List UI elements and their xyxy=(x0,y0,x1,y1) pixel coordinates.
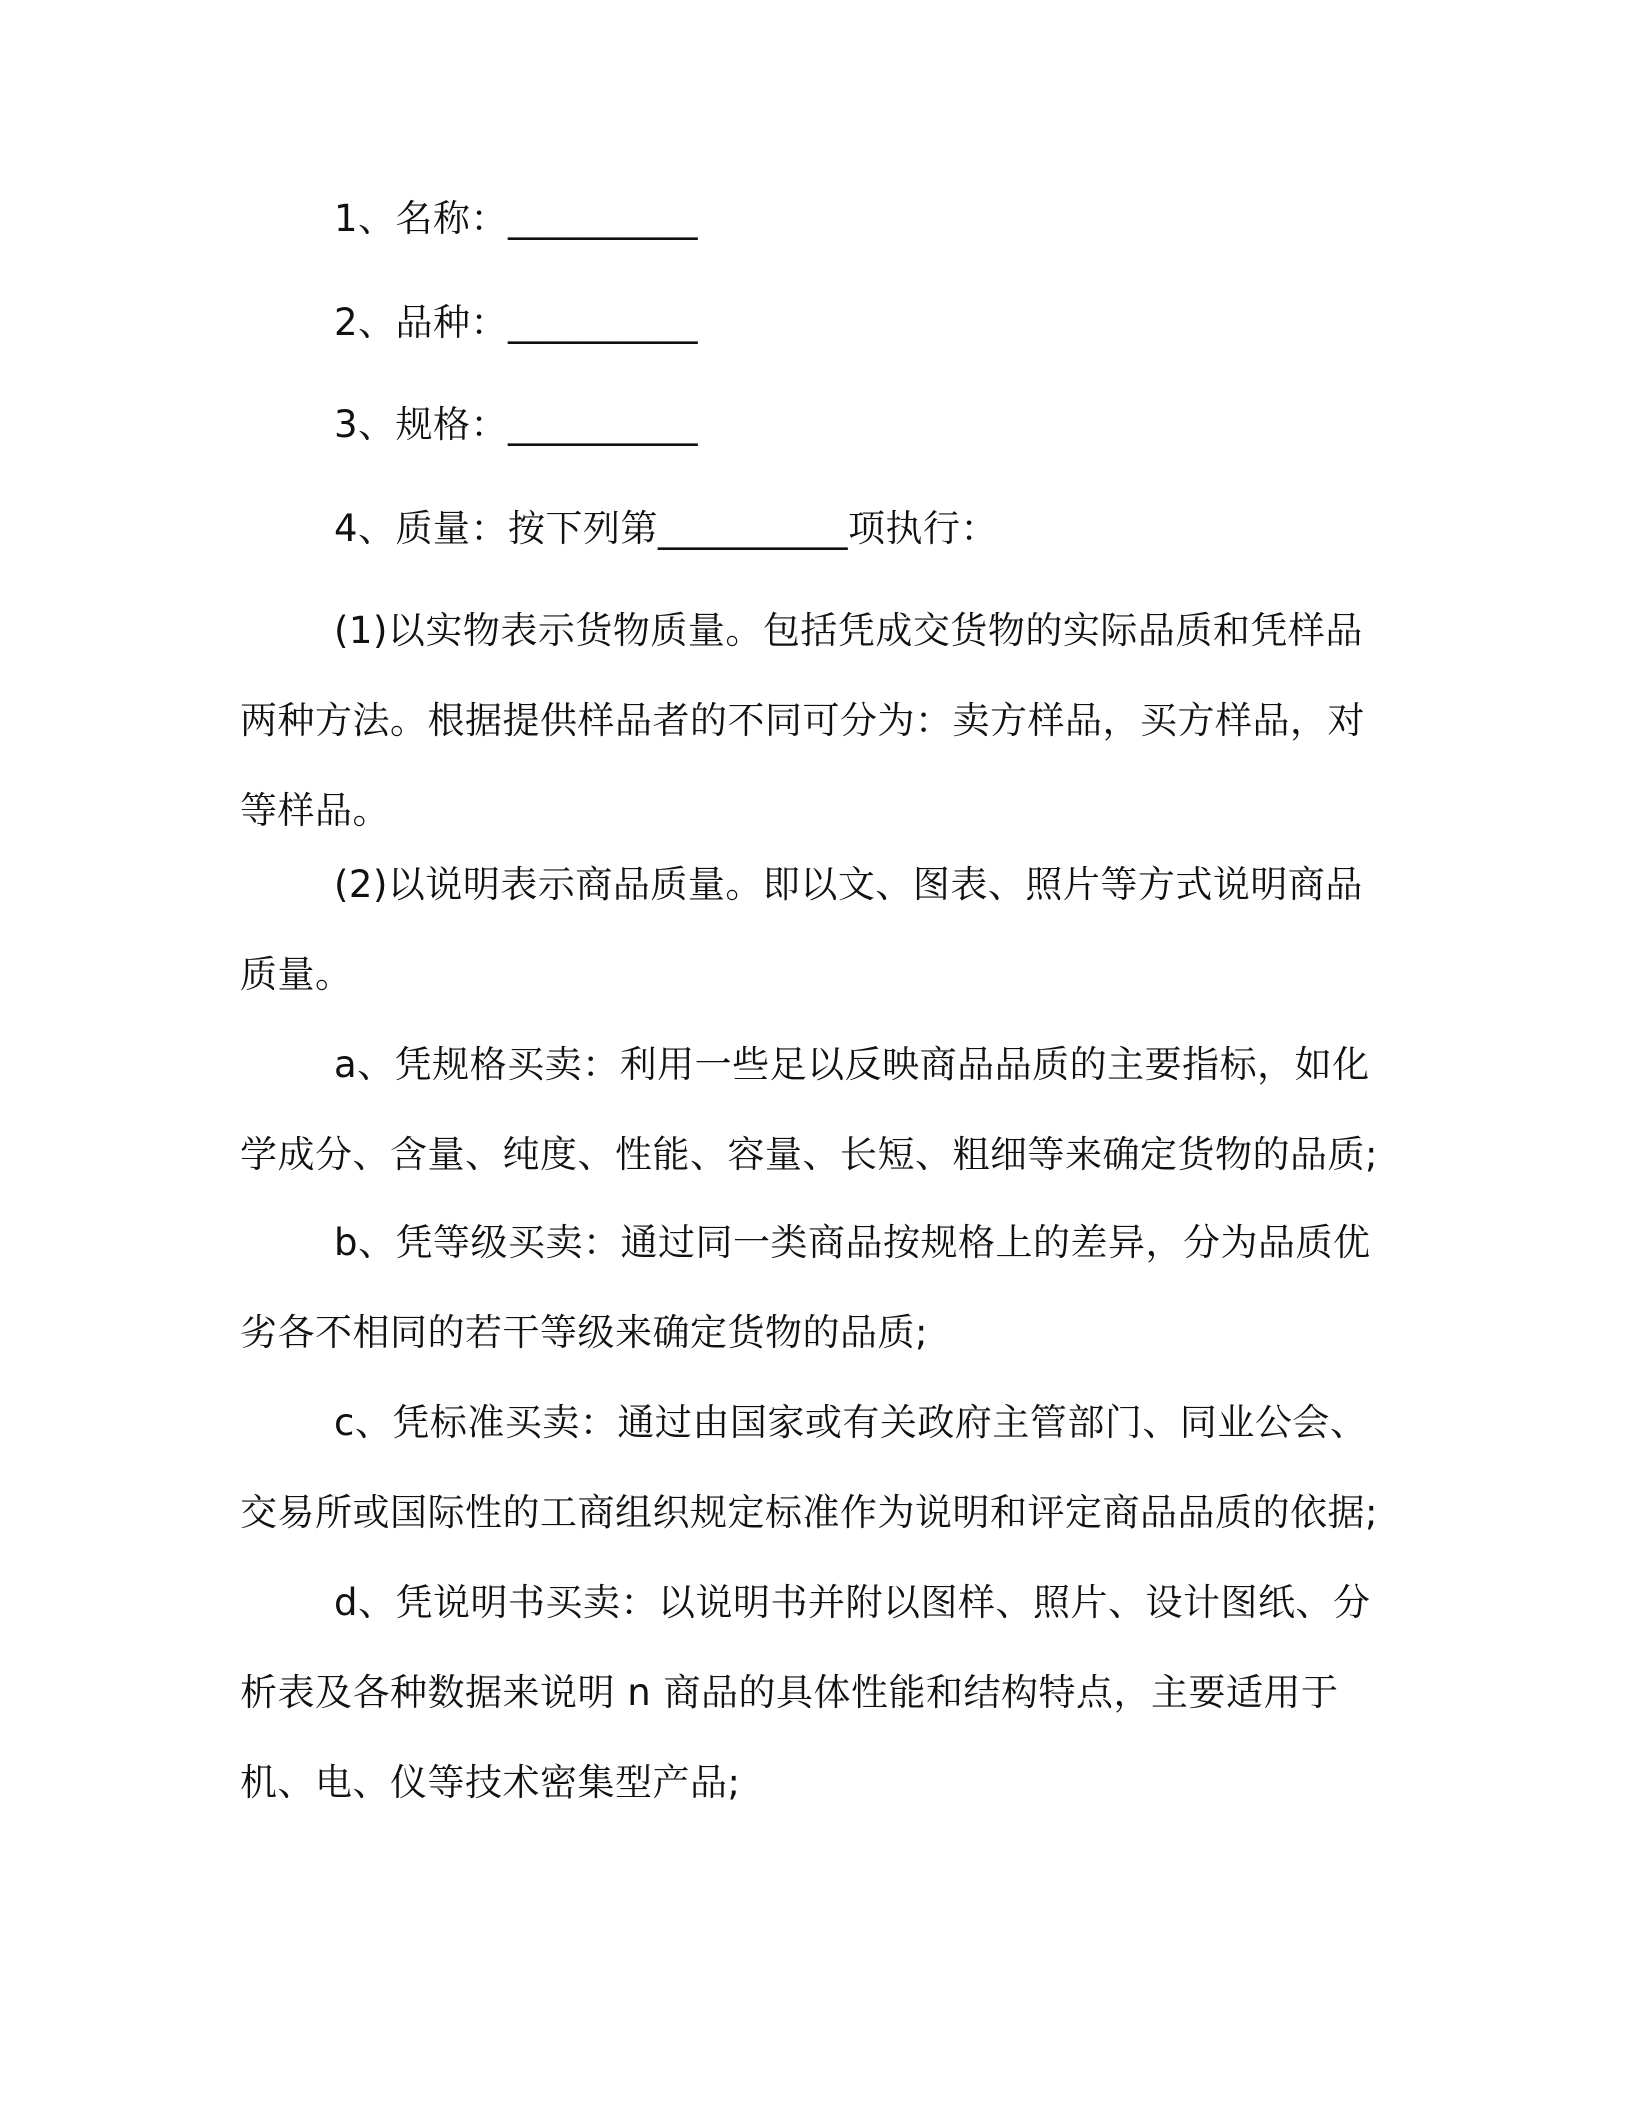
field-variety: 2、品种：__________ xyxy=(334,301,699,344)
paragraph-grade-sale: b、凭等级买卖：通过同一类商品按规格上的差异，分为品质优劣各不相同的若干等级来确定货物的品质; xyxy=(240,1221,1371,1354)
paragraph-description-quality: (2)以说明表示商品质量。即以文、图表、照片等方式说明商品质量。 xyxy=(240,863,1363,996)
field-name: 1、名称：__________ xyxy=(334,197,699,240)
field-specification: 3、规格：__________ xyxy=(334,403,699,446)
paragraph-physical-quality: (1)以实物表示货物质量。包括凭成交货物的实际品质和凭样品两种方法。根据提供样品者的不同可分为：卖方样品，买方样品，对等样品。 xyxy=(240,609,1365,832)
field-quality: 4、质量：按下列第__________项执行： xyxy=(334,507,999,550)
paragraph-manual-sale: d、凭说明书买卖：以说明书并附以图样、照片、设计图纸、分析表及各种数据来说明 n 商品的具体性能和结构特点，主要适用于机、电、仪等技术密集型产品; xyxy=(240,1581,1371,1804)
paragraph-standard-sale: c、凭标准买卖：通过由国家或有关政府主管部门、同业公会、交易所或国际性的工商组织规定标准作为说明和评定商品品质的依据; xyxy=(240,1401,1378,1534)
paragraph-specification-sale: a、凭规格买卖：利用一些足以反映商品品质的主要指标，如化学成分、含量、纯度、性能、容量、长短、粗细等来确定货物的品质; xyxy=(240,1043,1378,1176)
